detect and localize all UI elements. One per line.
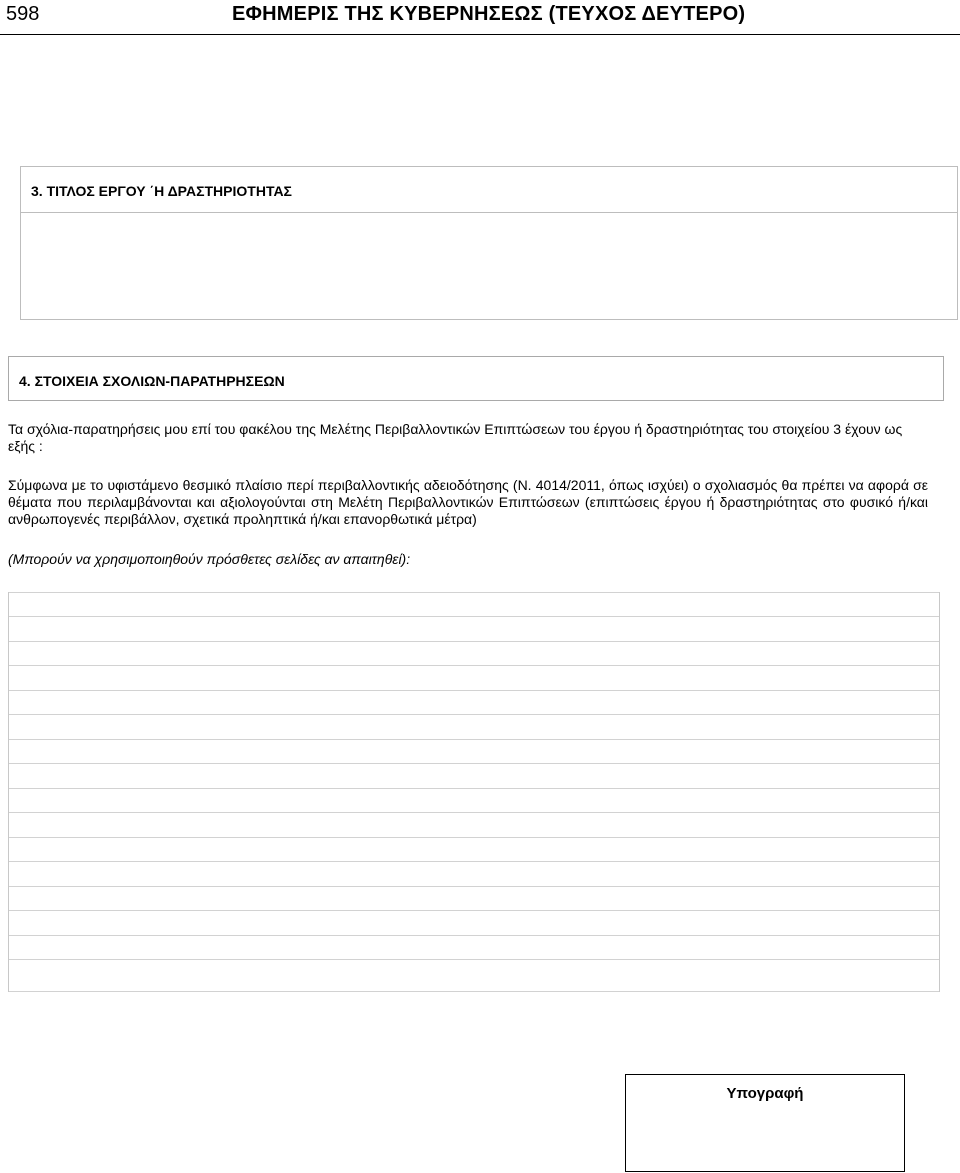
section-3-header: [21, 167, 957, 213]
writing-line: [9, 616, 939, 617]
legal-framework-text: Σύμφωνα με το υφιστάμενο θεσμικό πλαίσιο περί περιβαλλοντικής αδειοδότησης (Ν. 4014/2011, όπως ισχύει) ο σχολιασμός θα πρέπει να αφορά σε θέματα που περιλαμβάνονται και αξιολογούνται στη Μελέτη Περιβαλλοντικών Επιπτώσεων (επιπτώσεις έργου ή δραστηριότητας στο φυσικό ή/και ανθρωπογενές περιβάλλον, σχετικά προληπτικά ή/και επανορθωτικά μέτρα): [8, 477, 928, 527]
writing-line: [9, 592, 939, 593]
gazette-title: ΕΦΗΜΕΡΙΣ ΤΗΣ ΚΥΒΕΡΝΗΣΕΩΣ (ΤΕΥΧΟΣ ΔΕΥΤΕΡΟ): [232, 3, 746, 25]
page-header: [0, 0, 960, 40]
section-4-title: 4. ΣΤΟΙΧΕΙΑ ΣΧΟΛΙΩΝ-ΠΑΡΑΤΗΡΗΣΕΩΝ: [19, 373, 285, 389]
writing-line: [9, 812, 939, 813]
writing-line: [9, 788, 939, 789]
section-3-title: 3. ΤΙΤΛΟΣ ΕΡΓΟΥ ΄Η ΔΡΑΣΤΗΡΙΟΤΗΤΑΣ: [31, 183, 292, 199]
section-4-header: [8, 356, 944, 401]
signature-box[interactable]: [625, 1074, 905, 1172]
writing-line: [9, 714, 939, 715]
writing-line: [9, 910, 939, 911]
writing-line: [9, 861, 939, 862]
writing-line: [9, 763, 939, 764]
page-number: 598: [6, 3, 40, 25]
comments-intro-text: Τα σχόλια-παρατηρήσεις μου επί του φακέλου της Μελέτης Περιβαλλοντικών Επιπτώσεων του έργου ή δραστηριότητας του στοιχείου 3 έχουν ως εξής :: [8, 421, 903, 454]
writing-line: [9, 886, 939, 887]
writing-line: [9, 665, 939, 666]
signature-label: Υπογραφή: [726, 1085, 804, 1102]
writing-line: [9, 959, 939, 960]
comments-writing-area[interactable]: [8, 592, 940, 992]
writing-line: [9, 837, 939, 838]
section-3-entry-field[interactable]: [21, 213, 957, 319]
header-rule: [0, 34, 960, 35]
writing-line: [9, 690, 939, 691]
writing-line: [9, 739, 939, 740]
section-3-box: [20, 166, 958, 320]
writing-line: [9, 991, 939, 992]
writing-line: [9, 935, 939, 936]
extra-pages-note: (Μπορούν να χρησιμοποιηθούν πρόσθετες σελίδες αν απαιτηθεί):: [8, 551, 411, 567]
writing-line: [9, 641, 939, 642]
